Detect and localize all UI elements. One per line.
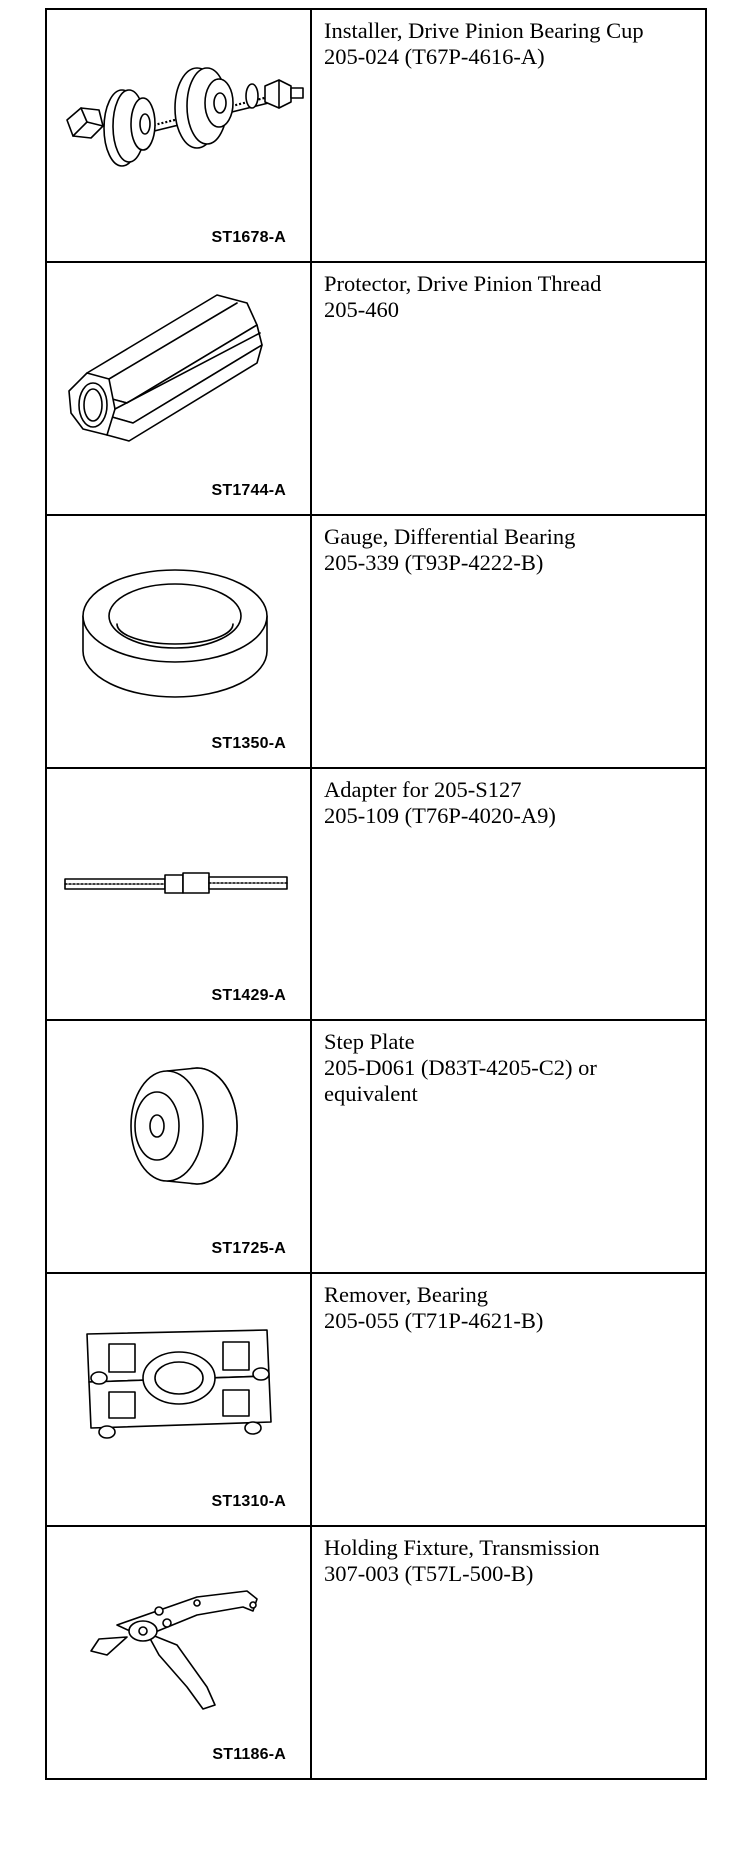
special-tools-table xyxy=(45,8,707,1780)
tool-name: Step Plate xyxy=(324,1029,415,1055)
illustration-cell xyxy=(47,516,312,767)
tool-number: 205-024 (T67P-4616-A) xyxy=(324,44,545,69)
tool-description xyxy=(312,1274,705,1525)
differential-bearing-gauge-illustration xyxy=(47,516,310,738)
tool-name: Gauge, Differential Bearing xyxy=(324,523,576,549)
tool-row xyxy=(47,1021,705,1274)
illustration-code: ST1429-A xyxy=(211,987,286,1005)
illustration-cell xyxy=(47,1527,312,1778)
tool-number: 205-D061 (D83T-4205-C2) or equivalent xyxy=(324,1055,597,1107)
tool-row xyxy=(47,516,705,769)
illustration-code: ST1186-A xyxy=(212,1746,286,1764)
tool-row xyxy=(47,263,705,516)
tool-row xyxy=(47,1274,705,1527)
tool-number: 205-339 (T93P-4222-B) xyxy=(324,549,544,575)
illustration-code: ST1350-A xyxy=(211,734,286,752)
pinion-thread-protector-illustration xyxy=(47,263,310,485)
tool-description xyxy=(312,516,705,767)
illustration-cell xyxy=(47,263,312,514)
illustration-cell xyxy=(47,1274,312,1525)
illustration-code: ST1678-A xyxy=(211,228,286,246)
tool-description xyxy=(312,1021,705,1272)
tool-name: Adapter for 205-S127 xyxy=(324,776,522,802)
illustration-cell xyxy=(47,10,312,261)
tool-number: 205-055 (T71P-4621-B) xyxy=(324,1308,544,1334)
tool-row xyxy=(47,1527,705,1778)
tool-name: Remover, Bearing xyxy=(324,1282,489,1308)
step-plate-illustration xyxy=(47,1021,310,1243)
illustration-cell xyxy=(47,1021,312,1272)
tool-row xyxy=(47,769,705,1022)
tool-number: 205-109 (T76P-4020-A9) xyxy=(324,802,556,828)
illustration-code: ST1744-A xyxy=(211,481,286,499)
tool-description xyxy=(312,1527,705,1778)
bearing-remover-illustration xyxy=(47,1274,310,1496)
illustration-cell xyxy=(47,769,312,1020)
tool-row xyxy=(47,10,705,263)
transmission-holding-fixture-illustration xyxy=(47,1527,310,1749)
tool-name: Protector, Drive Pinion Thread xyxy=(324,270,602,296)
illustration-code: ST1725-A xyxy=(211,1240,286,1258)
tool-description xyxy=(312,10,705,261)
tool-name: Holding Fixture, Transmission xyxy=(324,1535,600,1561)
tool-number: 205-460 xyxy=(324,296,399,322)
tool-description xyxy=(312,263,705,514)
adapter-rod-illustration xyxy=(47,769,310,991)
pinion-bearing-cup-installer-illustration xyxy=(47,10,310,232)
tool-description xyxy=(312,769,705,1020)
tool-name: Installer, Drive Pinion Bearing Cup xyxy=(324,18,644,43)
tool-number: 307-003 (T57L-500-B) xyxy=(324,1561,534,1587)
illustration-code: ST1310-A xyxy=(211,1493,286,1511)
